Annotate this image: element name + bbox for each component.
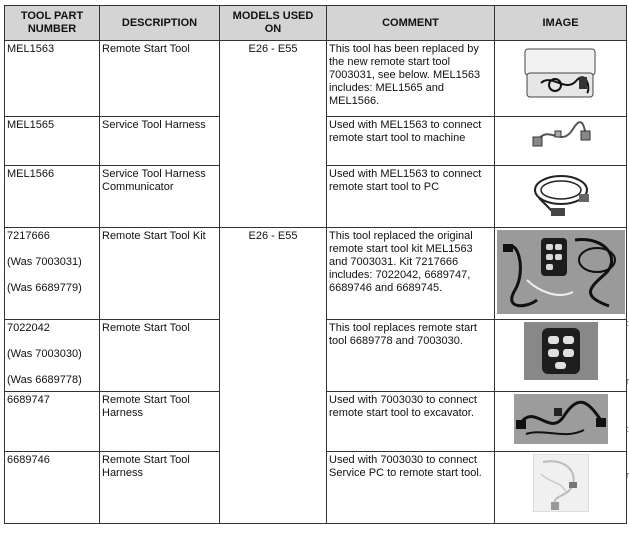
comment: Used with MEL1563 to connect remote start tool to PC xyxy=(327,166,495,228)
part-number-cell xyxy=(5,320,100,392)
part-number: MEL1566 xyxy=(5,166,100,228)
tool-image xyxy=(495,228,627,320)
previous-part-number: (Was 6689779) xyxy=(7,282,82,294)
description: Remote Start Tool Kit xyxy=(100,228,220,320)
remote-start-tool-case-icon xyxy=(521,43,601,103)
page-edge-mark: r xyxy=(626,376,629,386)
part-number-cell xyxy=(5,228,100,320)
communicator-cable-icon xyxy=(525,168,597,220)
description: Remote Start Tool xyxy=(100,320,220,392)
page-edge-mark: : xyxy=(626,318,629,328)
models-used-on: E26 - E55 xyxy=(220,228,327,524)
part-number: 7217666 xyxy=(7,230,50,242)
comment: Used with MEL1563 to connect remote start tool to machine xyxy=(327,117,495,166)
comment: This tool replaces remote start tool 6689778 and 7003030. xyxy=(327,320,495,392)
models-used-on: E26 - E55 xyxy=(220,41,327,228)
header-comment: COMMENT xyxy=(327,6,495,41)
part-number: 7022042 xyxy=(7,322,50,334)
part-number: MEL1565 xyxy=(5,117,100,166)
tool-image xyxy=(495,41,627,117)
header-description: DESCRIPTION xyxy=(100,6,220,41)
pc-harness-icon xyxy=(533,454,589,512)
comment: This tool replaced the original remote start tool kit MEL1563 and 7003031. Kit 7217666 includes: 7022042, 6689747, 6689746 and 6689745. xyxy=(327,228,495,320)
header-row xyxy=(5,6,627,41)
description: Remote Start Tool Harness xyxy=(100,452,220,524)
previous-part-number: (Was 7003031) xyxy=(7,256,82,268)
part-number: MEL1563 xyxy=(5,41,100,117)
remote-start-kit-icon xyxy=(497,230,625,314)
description: Remote Start Tool Harness xyxy=(100,392,220,452)
description: Service Tool Harness xyxy=(100,117,220,166)
comment: Used with 7003030 to connect remote start tool to excavator. xyxy=(327,392,495,452)
tool-image xyxy=(495,320,627,392)
header-models: MODELS USED ON xyxy=(220,6,327,41)
page-edge-mark: r xyxy=(626,470,629,480)
tool-image xyxy=(495,452,627,524)
tool-image xyxy=(495,166,627,228)
description: Remote Start Tool xyxy=(100,41,220,117)
part-number: 6689747 xyxy=(5,392,100,452)
description: Service Tool Harness Communicator xyxy=(100,166,220,228)
tools-table xyxy=(4,5,627,524)
comment: This tool has been replaced by the new remote start tool 7003031, see below. MEL1563 includes: MEL1565 and MEL1566. xyxy=(327,41,495,117)
tool-image xyxy=(495,392,627,452)
comment: Used with 7003030 to connect Service PC to remote start tool. xyxy=(327,452,495,524)
tool-image xyxy=(495,117,627,166)
header-part-number: TOOL PART NUMBER xyxy=(5,6,100,41)
table-row xyxy=(5,228,627,320)
header-image: IMAGE xyxy=(495,6,627,41)
previous-part-number: (Was 6689778) xyxy=(7,374,82,386)
page-edge-mark: : xyxy=(626,424,629,434)
remote-control-icon xyxy=(524,322,598,380)
part-number: 6689746 xyxy=(5,452,100,524)
service-tool-harness-icon xyxy=(531,119,591,151)
table-row xyxy=(5,41,627,117)
previous-part-number: (Was 7003030) xyxy=(7,348,82,360)
excavator-harness-icon xyxy=(514,394,608,444)
